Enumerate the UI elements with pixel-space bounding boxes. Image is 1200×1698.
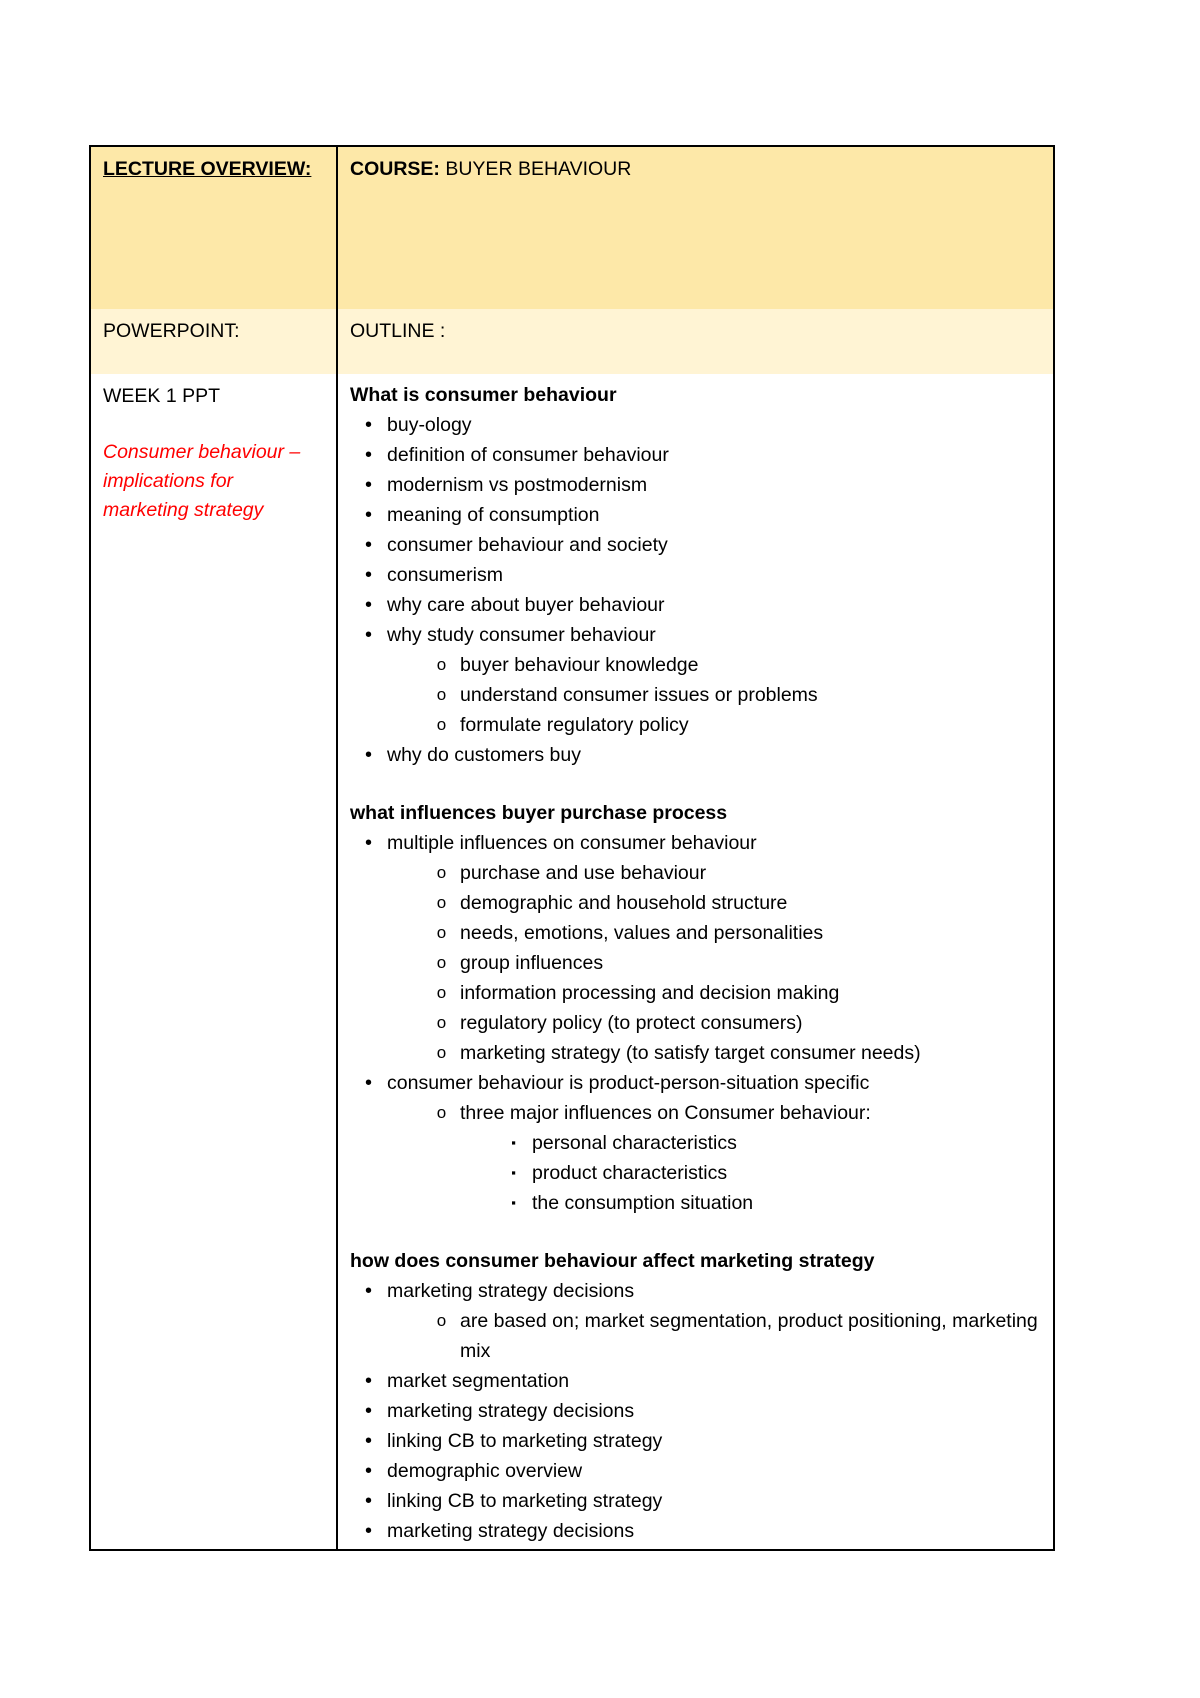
bullet-dot-icon: •: [364, 1400, 372, 1422]
outline-item-level-1: [350, 470, 1041, 500]
heading-text: what influences buyer purchase process: [350, 802, 728, 824]
outline-item-text: the consumption situation: [532, 1192, 754, 1214]
outline-item-text: demographic and household structure: [460, 892, 788, 914]
outline-item-level-1: [350, 620, 1041, 650]
outline-item-level-2: [350, 978, 1041, 1008]
outline-item-level-2: [350, 888, 1041, 918]
outline-item-text: needs, emotions, values and personalities: [460, 922, 824, 944]
outline-item-level-3: [350, 1128, 1041, 1158]
outline-item-level-1: [350, 1366, 1041, 1396]
outline-item-text: why study consumer behaviour: [387, 624, 656, 646]
bullet-circle-icon: o: [436, 655, 447, 674]
outline-item-level-1: [350, 1396, 1041, 1426]
outline-item-level-3: [350, 1158, 1041, 1188]
outline-item-level-2: [350, 1008, 1041, 1038]
header-row: [91, 147, 1053, 311]
outline-spacer: [350, 770, 1041, 798]
outline-item-text: marketing strategy (to satisfy target consumer needs): [460, 1042, 921, 1064]
outline-item-text: formulate regulatory policy: [460, 714, 689, 736]
bullet-square-icon: ▪: [511, 1135, 516, 1150]
outline-item-level-1: [350, 1068, 1041, 1098]
outline-section-heading: [350, 798, 1041, 828]
bullet-square-icon: ▪: [511, 1165, 516, 1180]
bullet-dot-icon: •: [364, 744, 372, 766]
outline-item-level-1: [350, 1486, 1041, 1516]
outline-item-text: regulatory policy (to protect consumers): [460, 1012, 803, 1034]
outline-item-level-1: [350, 1516, 1041, 1546]
outline-section-heading: [350, 380, 1041, 410]
outline-item-text: three major influences on Consumer behaviour:: [460, 1102, 871, 1124]
bullet-circle-icon: o: [436, 983, 447, 1002]
outline-item-text: marketing strategy decisions: [387, 1280, 635, 1302]
outline-label: OUTLINE :: [350, 320, 446, 342]
outline-item-level-2: [350, 918, 1041, 948]
bullet-circle-icon: o: [436, 1043, 447, 1062]
lecture-overview-cell: [91, 147, 336, 309]
bullet-dot-icon: •: [364, 624, 372, 646]
outline-item-text: marketing strategy decisions: [387, 1400, 635, 1422]
outline-item-text: modernism vs postmodernism: [387, 474, 648, 496]
outline-item-level-1: [350, 560, 1041, 590]
bullet-dot-icon: •: [364, 1280, 372, 1302]
lecture-overview-table: [89, 145, 1055, 1551]
course-cell: [338, 147, 1053, 309]
outline-item-text: buyer behaviour knowledge: [460, 654, 699, 676]
bullet-dot-icon: •: [364, 1072, 372, 1094]
bullet-circle-icon: o: [436, 1103, 447, 1122]
course-label: COURSE:: [350, 158, 440, 180]
outline-item-text: why do customers buy: [387, 744, 582, 766]
bullet-dot-icon: •: [364, 1460, 372, 1482]
bullet-circle-icon: o: [436, 953, 447, 972]
heading-text: how does consumer behaviour affect marketing strategy: [350, 1250, 875, 1272]
column-divider: [336, 147, 338, 1549]
bullet-circle-icon: o: [436, 685, 447, 704]
outline-item-text: consumer behaviour and society: [387, 534, 668, 556]
outline-item-text: marketing strategy decisions: [387, 1520, 635, 1542]
outline-item-text: linking CB to marketing strategy: [387, 1430, 663, 1452]
outline-item-level-1: [350, 440, 1041, 470]
week-subtitle: Consumer behaviour – implications for marketing strategy: [103, 441, 301, 521]
outline-item-level-2: [350, 1098, 1041, 1128]
outline-item-level-1: [350, 740, 1041, 770]
week-title: WEEK 1 PPT: [103, 385, 221, 407]
outline-item-text: purchase and use behaviour: [460, 862, 707, 884]
outline-item-text: are based on; market segmentation, product positioning, marketing mix: [460, 1310, 1038, 1362]
outline-item-text: understand consumer issues or problems: [460, 684, 818, 706]
outline-label-cell: [338, 309, 1053, 374]
bullet-dot-icon: •: [364, 1430, 372, 1452]
outline-item-text: information processing and decision making: [460, 982, 840, 1004]
outline-item-level-2: [350, 680, 1041, 710]
bullet-dot-icon: •: [364, 832, 372, 854]
outline-item-level-1: [350, 1426, 1041, 1456]
outline-item-level-2: [350, 1306, 1041, 1366]
outline-item-level-2: [350, 948, 1041, 978]
week-cell: [91, 374, 336, 1549]
outline-item-text: consumerism: [387, 564, 503, 586]
bullet-circle-icon: o: [436, 863, 447, 882]
lecture-overview-label: LECTURE OVERVIEW:: [103, 158, 312, 180]
outline-item-level-1: [350, 828, 1041, 858]
outline-item-text: definition of consumer behaviour: [387, 444, 669, 466]
bullet-dot-icon: •: [364, 594, 372, 616]
bullet-dot-icon: •: [364, 414, 372, 436]
outline-item-text: personal characteristics: [532, 1132, 737, 1154]
outline-item-text: consumer behaviour is product-person-situation specific: [387, 1072, 870, 1094]
outline-item-level-2: [350, 1038, 1041, 1068]
outline-item-text: demographic overview: [387, 1460, 583, 1482]
outline-item-level-2: [350, 858, 1041, 888]
subheader-row: [91, 309, 1053, 376]
bullet-square-icon: ▪: [511, 1195, 516, 1210]
bullet-dot-icon: •: [364, 564, 372, 586]
heading-text: What is consumer behaviour: [350, 384, 617, 406]
bullet-dot-icon: •: [364, 1370, 372, 1392]
outline-item-level-2: [350, 650, 1041, 680]
outline-item-text: meaning of consumption: [387, 504, 600, 526]
bullet-circle-icon: o: [436, 923, 447, 942]
outline-spacer: [350, 1218, 1041, 1246]
bullet-dot-icon: •: [364, 534, 372, 556]
bullet-circle-icon: o: [436, 893, 447, 912]
powerpoint-label: POWERPOINT:: [103, 320, 240, 342]
outline-item-text: market segmentation: [387, 1370, 570, 1392]
outline-section-heading: [350, 1246, 1041, 1276]
outline-item-text: buy-ology: [387, 414, 472, 436]
bullet-dot-icon: •: [364, 1490, 372, 1512]
outline-list: [338, 374, 1053, 1549]
outline-item-level-1: [350, 1456, 1041, 1486]
outline-item-level-1: [350, 500, 1041, 530]
outline-item-level-1: [350, 530, 1041, 560]
outline-item-text: linking CB to marketing strategy: [387, 1490, 663, 1512]
outline-item-level-3: [350, 1188, 1041, 1218]
bullet-circle-icon: o: [436, 715, 447, 734]
bullet-circle-icon: o: [436, 1013, 447, 1032]
outline-item-level-1: [350, 1276, 1041, 1306]
outline-item-text: multiple influences on consumer behaviour: [387, 832, 757, 854]
powerpoint-cell: [91, 309, 336, 374]
outline-item-text: product characteristics: [532, 1162, 728, 1184]
outline-item-text: why care about buyer behaviour: [387, 594, 665, 616]
bullet-circle-icon: o: [436, 1311, 447, 1330]
outline-item-level-1: [350, 590, 1041, 620]
content-row: [91, 374, 1053, 1549]
outline-item-level-1: [350, 410, 1041, 440]
bullet-dot-icon: •: [364, 504, 372, 526]
bullet-dot-icon: •: [364, 444, 372, 466]
bullet-dot-icon: •: [364, 1520, 372, 1542]
outline-item-text: group influences: [460, 952, 604, 974]
course-value: BUYER BEHAVIOUR: [439, 158, 632, 180]
outline-item-level-2: [350, 710, 1041, 740]
bullet-dot-icon: •: [364, 474, 372, 496]
